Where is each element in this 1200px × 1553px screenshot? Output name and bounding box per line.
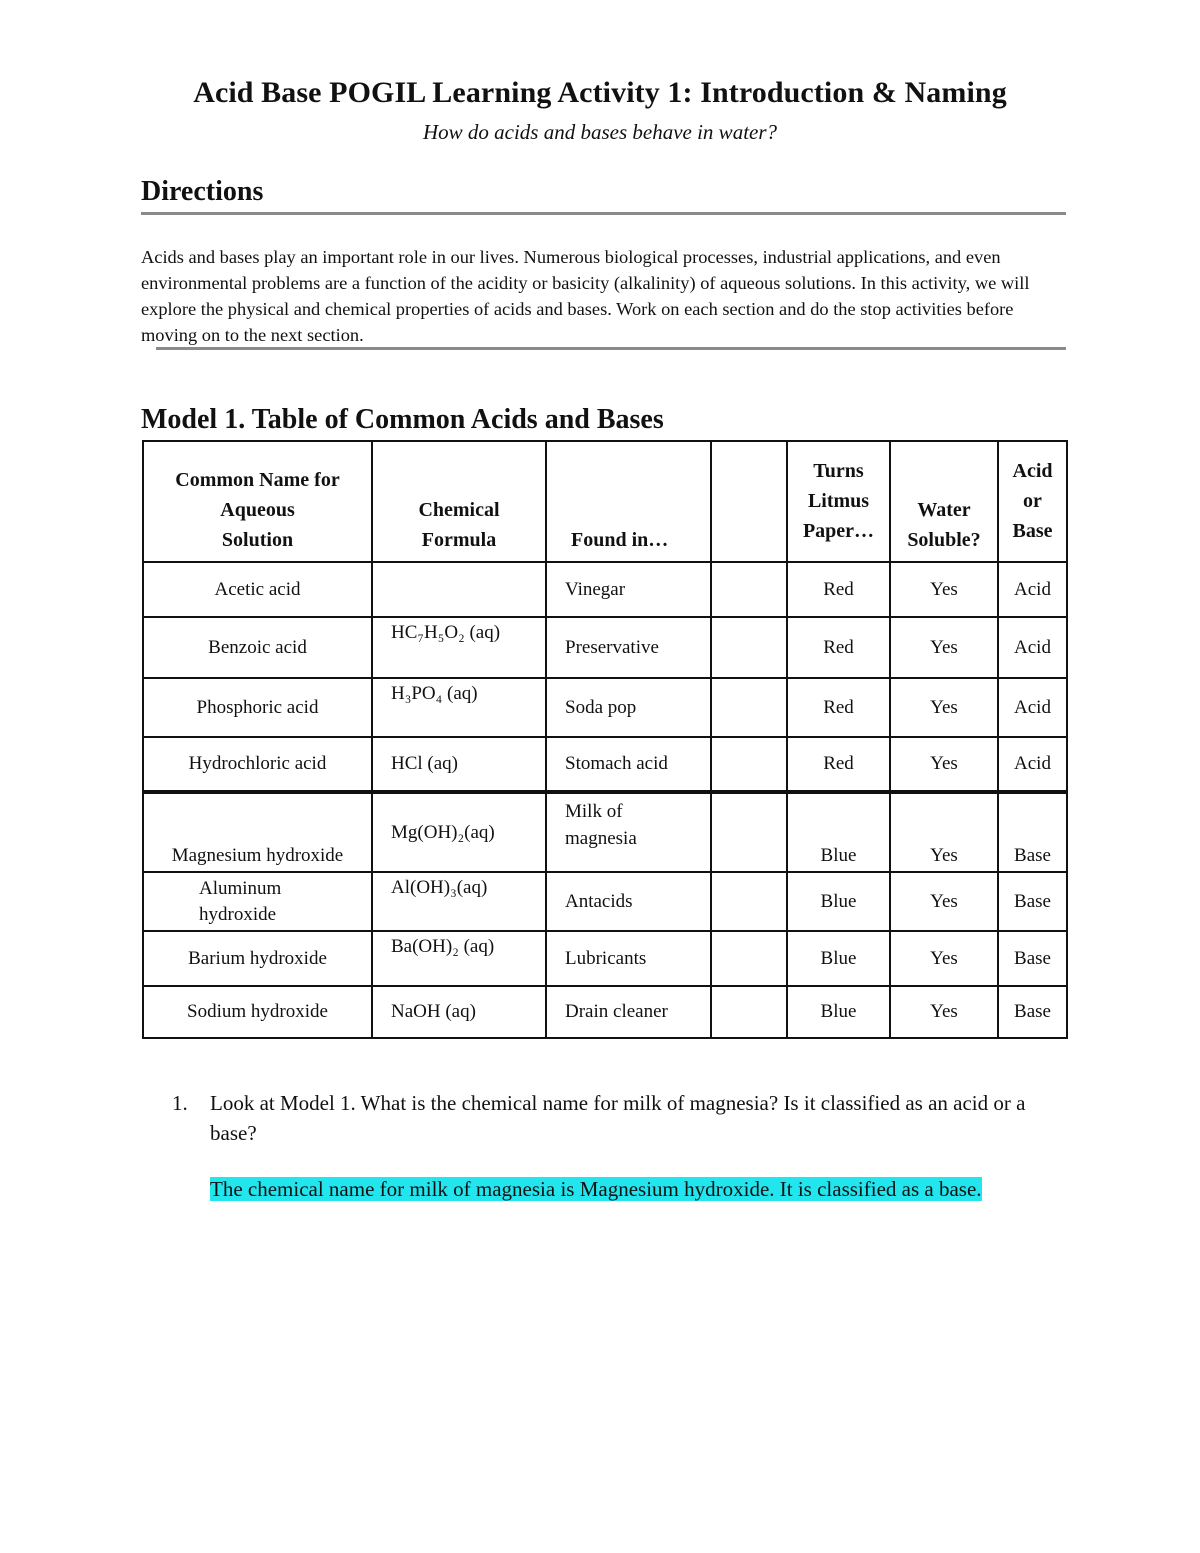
header-acid-or-base (998, 441, 1067, 562)
header-litmus-line1: Turns (813, 460, 864, 482)
cell-type: Acid (998, 562, 1067, 617)
cell-formula: NaOH (aq) (372, 986, 546, 1038)
cell-name: Hydrochloric acid (143, 737, 372, 792)
header-found-in: Found in… (546, 441, 711, 562)
cell-name: Aluminum hydroxide (143, 872, 372, 931)
directions-bottom-rule (156, 347, 1066, 350)
cell-water: Yes (890, 678, 998, 737)
cell-formula: Mg(OH)₂(aq) (372, 792, 546, 872)
header-litmus (787, 441, 890, 562)
cell-litmus: Red (787, 562, 890, 617)
page-subtitle: How do acids and bases behave in water? (422, 120, 778, 144)
cell-type: Base (998, 986, 1067, 1038)
cell-found: Soda pop (546, 678, 711, 737)
header-chemical-formula (372, 441, 546, 562)
header-water-soluble (890, 441, 998, 562)
table-row (143, 678, 1067, 737)
cell-formula: HC₇H₅O₂ (aq) (372, 617, 546, 678)
answer-text: The chemical name for milk of magnesia is Magnesium hydroxide. It is classified as a base. (210, 1177, 982, 1201)
cell-blank (711, 617, 787, 678)
cell-litmus: Blue (787, 872, 890, 931)
cell-type: Base (998, 792, 1067, 872)
cell-found: Stomach acid (546, 737, 711, 792)
header-acidbase-line2: or (1023, 490, 1042, 512)
table-row (143, 737, 1067, 792)
question-number: 1. (172, 1091, 188, 1115)
table-row (143, 792, 1067, 872)
cell-found: Antacids (546, 872, 711, 931)
header-name-line3: Solution (221, 529, 294, 551)
cell-water: Yes (890, 792, 998, 872)
cell-found: Lubricants (546, 931, 711, 986)
directions-top-rule (141, 212, 1066, 215)
model-heading: Model 1. Table of Common Acids and Bases (141, 404, 664, 435)
cell-type: Acid (998, 678, 1067, 737)
cell-type: Acid (998, 737, 1067, 792)
cell-name: Magnesium hydroxide (143, 792, 372, 872)
header-acidbase-line3: Base (1012, 520, 1053, 542)
cell-litmus: Blue (787, 792, 890, 872)
header-name-line1: Common Name for (175, 469, 340, 491)
question-text: Look at Model 1. What is the chemical name for milk of magnesia? Is it classified as an acid or a base? (210, 1091, 1026, 1145)
cell-found: Preservative (546, 617, 711, 678)
cell-name: Barium hydroxide (143, 931, 372, 986)
cell-name: Acetic acid (143, 562, 372, 617)
cell-blank (711, 986, 787, 1038)
cell-blank (711, 792, 787, 872)
cell-blank (711, 931, 787, 986)
cell-found: Vinegar (546, 562, 711, 617)
cell-blank (711, 737, 787, 792)
cell-water: Yes (890, 617, 998, 678)
cell-litmus: Red (787, 678, 890, 737)
table-row (143, 872, 1067, 931)
header-water-line1: Water (917, 499, 971, 521)
cell-water: Yes (890, 872, 998, 931)
cell-formula: H₃PO₄ (aq) (372, 678, 546, 737)
table-row (143, 986, 1067, 1038)
cell-formula (372, 562, 546, 617)
cell-blank (711, 562, 787, 617)
cell-water: Yes (890, 737, 998, 792)
header-formula-line1: Chemical (418, 499, 500, 521)
header-common-name (143, 441, 372, 562)
table-row (143, 931, 1067, 986)
cell-litmus: Blue (787, 931, 890, 986)
cell-water: Yes (890, 931, 998, 986)
header-acidbase-line1: Acid (1012, 460, 1053, 482)
header-water-line2: Soluble? (907, 529, 981, 551)
cell-blank (711, 678, 787, 737)
table-row (143, 562, 1067, 617)
answer-1 (210, 1174, 1040, 1204)
acids-bases-table (142, 440, 1068, 1039)
cell-name: Phosphoric acid (143, 678, 372, 737)
table-header-row (143, 441, 1067, 562)
cell-litmus: Blue (787, 986, 890, 1038)
cell-name: Benzoic acid (143, 617, 372, 678)
header-blank (711, 441, 787, 562)
cell-water: Yes (890, 986, 998, 1038)
cell-type: Base (998, 872, 1067, 931)
cell-water: Yes (890, 562, 998, 617)
table-row (143, 617, 1067, 678)
cell-found: Drain cleaner (546, 986, 711, 1038)
header-name-line2: Aqueous (220, 499, 295, 521)
cell-litmus: Red (787, 737, 890, 792)
header-formula-line2: Formula (421, 529, 497, 551)
cell-formula: Al(OH)₃(aq) (372, 872, 546, 931)
header-litmus-line2: Litmus (807, 490, 870, 512)
cell-type: Base (998, 931, 1067, 986)
directions-heading: Directions (141, 176, 264, 207)
directions-body: Acids and bases play an important role in our lives. Numerous biological processes, industrial applications, and even environmental problems are a function of the acidity or basicity (alkalinity) of aqueous solutions. In this activity, we will explore the physical and chemical properties of acids and bases. Work on each section and do the stop activities before moving on to the next section. (141, 247, 1030, 345)
cell-formula: HCl (aq) (372, 737, 546, 792)
cell-type: Acid (998, 617, 1067, 678)
cell-found: Milk of magnesia (546, 792, 711, 872)
header-litmus-line3: Paper… (802, 520, 875, 542)
cell-formula: Ba(OH)₂ (aq) (372, 931, 546, 986)
page-title: Acid Base POGIL Learning Activity 1: Introduction & Naming (193, 76, 1007, 109)
cell-litmus: Red (787, 617, 890, 678)
cell-name: Sodium hydroxide (143, 986, 372, 1038)
cell-blank (711, 872, 787, 931)
